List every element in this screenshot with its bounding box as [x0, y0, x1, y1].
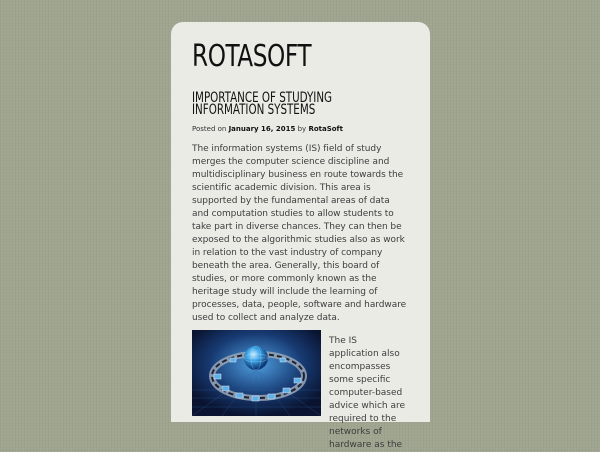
meta-prefix: Posted on [192, 125, 227, 133]
post-paragraph-2: The IS application also encompasses some specific computer-based advice which are required to the networks of hardware as the [329, 336, 406, 450]
post-image [192, 330, 321, 416]
post-title[interactable]: IMPORTANCE OF STUDYING INFORMATION SYSTEMS [192, 90, 333, 118]
site-title[interactable]: ROTASOFT [192, 39, 312, 74]
content-card [171, 22, 430, 450]
post-author-link[interactable]: RotaSoft [308, 125, 343, 133]
post-date-link[interactable]: January 16, 2015 [228, 125, 296, 133]
post-paragraph-1: The information systems (IS) field of study merges the computer science discipline and multidisciplinary business en route towards the scientific academic division. This area is supported by the fundamental areas of data and computation studies to allow students to take part in diverse chances. They can then be exposed to the algorithmic studies also as work in relation to the vast industry of company beneath the area. Generally, this board of studies, or more commonly known as the heritage study will include the learning of processes, data, people, software and hardware used to collect and analyze data. [192, 144, 407, 323]
meta-by: by [297, 125, 307, 133]
post-meta [192, 125, 408, 134]
image-text-row [192, 330, 408, 452]
globe-ring-illustration [192, 330, 321, 416]
